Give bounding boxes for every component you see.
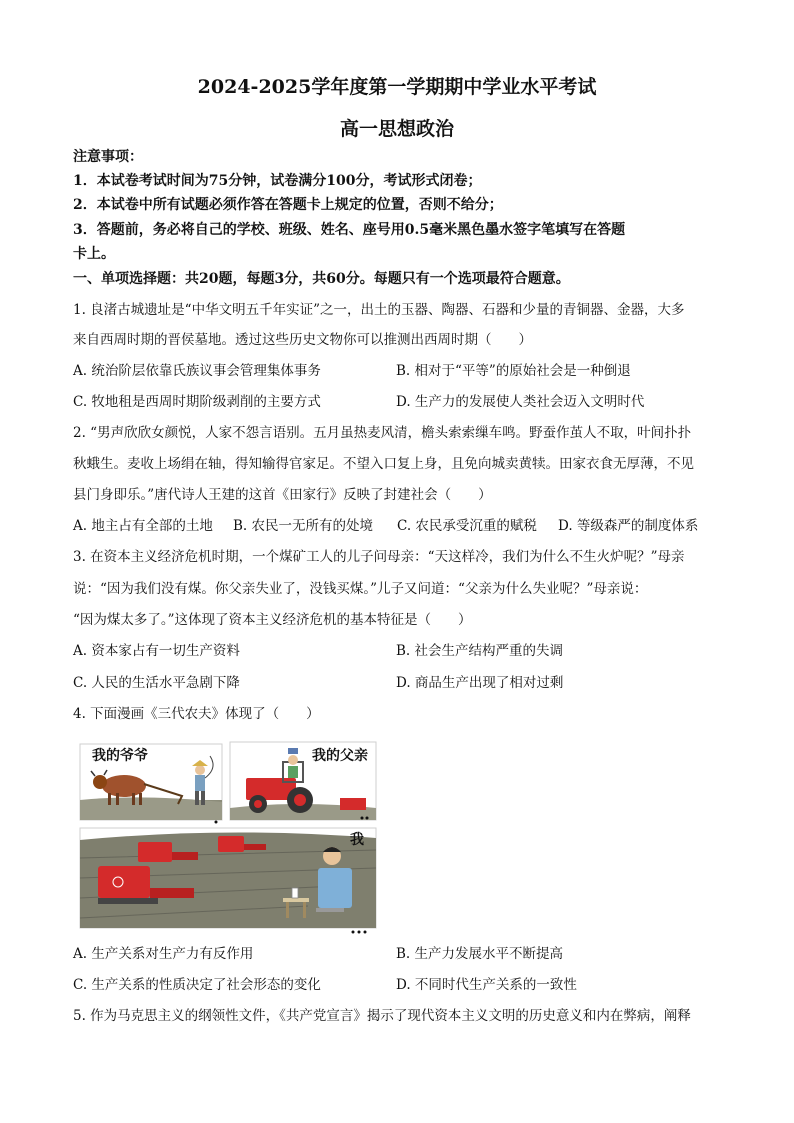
q1-option-c: C. 牧地租是西周时期阶级剥削的主要方式 (73, 394, 321, 410)
q2-line-1: 2. “男声欣欣女颜悦，人家不怨言语别。五月虽热麦风清，檐头索索缫车鸣。野蚕作茧人不取，叶间扑扑 (73, 425, 692, 441)
q2-option-b: B. 农民一无所有的处境 (233, 518, 374, 534)
exam-title: 2024-2025学年度第一学期期中学业水平考试 (197, 76, 597, 98)
q3-line-1: 3. 在资本主义经济危机时期，一个煤矿工人的儿子问母亲：“天这样冷，我们为什么不生火炉呢？”母亲 (73, 549, 685, 565)
panel-me (80, 828, 376, 928)
q1-line-1: 1. 良渚古城遗址是“中华文明五千年实证”之一，出土的玉器、陶器、石器和少量的青铜器、金器，大多 (73, 302, 685, 318)
q4-line-1: 4. 下面漫画《三代农夫》体现了（ ） (73, 706, 320, 722)
section-heading: 一、单项选择题：共20题，每题3分，共60分。每题只有一个选项最符合题意。 (73, 271, 570, 287)
q2-line-3: 县门身即乐。”唐代诗人王建的这首《田家行》反映了封建社会（ ） (73, 487, 492, 503)
q1-option-a: A. 统治阶层依靠氏族议事会管理集体事务 (73, 363, 321, 379)
notice-item-1: 1．本试卷考试时间为75分钟，试卷满分100分，考试形式闭卷； (73, 173, 482, 189)
label-me: 我 (350, 832, 364, 848)
notice-item-2: 2．本试卷中所有试题必须作答在答题卡上规定的位置，否则不给分； (73, 197, 503, 213)
panel-grandfather (80, 744, 222, 820)
q3-option-b: B. 社会生产结构严重的失调 (396, 643, 564, 659)
father-figure (288, 748, 298, 778)
q4-option-d: D. 不同时代生产关系的一致性 (396, 977, 577, 993)
q4-option-b: B. 生产力发展水平不断提高 (396, 946, 564, 962)
panel-father (230, 742, 376, 820)
notice-heading: 注意事项： (73, 149, 143, 165)
q1-line-2: 来自西周时期的晋侯墓地。透过这些历史文物你可以推测出西周时期（ ） (73, 332, 532, 348)
q2-line-2: 秋蛾生。麦收上场绢在轴，得知输得官家足。不望入口复上身，且免向城卖黄犊。田家衣食无厚薄，不见 (73, 456, 694, 472)
label-father: 我的父亲 (312, 748, 368, 764)
q3-option-c: C. 人民的生活水平急剧下降 (73, 675, 240, 691)
q2-option-c: C. 农民承受沉重的赋税 (397, 518, 537, 534)
label-grandfather: 我的爷爷 (92, 748, 148, 764)
q4-option-a: A. 生产关系对生产力有反作用 (73, 946, 254, 962)
q1-option-b: B. 相对于“平等”的原始社会是一种倒退 (396, 363, 631, 379)
q4-option-c: C. 生产关系的性质决定了社会形态的变化 (73, 977, 321, 993)
notice-item-3: 3．答题前，务必将自己的学校、班级、姓名、座号用0.5毫米黑色墨水签字笔填写在答题 (73, 222, 626, 238)
three-generations-farmer-cartoon (78, 738, 378, 936)
notice-item-3-cont: 卡上。 (73, 246, 115, 262)
q3-option-a: A. 资本家占有一切生产资料 (73, 643, 240, 659)
q3-line-2: 说：“因为我们没有煤。你父亲失业了，没钱买煤。”儿子又问道：“父亲为什么失业呢？”母亲说： (73, 581, 648, 597)
q1-option-d: D. 生产力的发展使人类社会迈入文明时代 (396, 394, 645, 410)
q2-option-d: D. 等级森严的制度体系 (558, 518, 699, 534)
exam-subject: 高一思想政治 (339, 118, 454, 140)
q3-option-d: D. 商品生产出现了相对过剩 (396, 675, 564, 691)
q3-line-3: “因为煤太多了。”这体现了资本主义经济危机的基本特征是（ ） (73, 612, 472, 628)
q5-line-1: 5. 作为马克思主义的纲领性文件，《共产党宣言》揭示了现代资本主义文明的历史意义和内在弊病，阐释 (73, 1008, 691, 1024)
q2-option-a: A. 地主占有全部的土地 (73, 518, 213, 534)
